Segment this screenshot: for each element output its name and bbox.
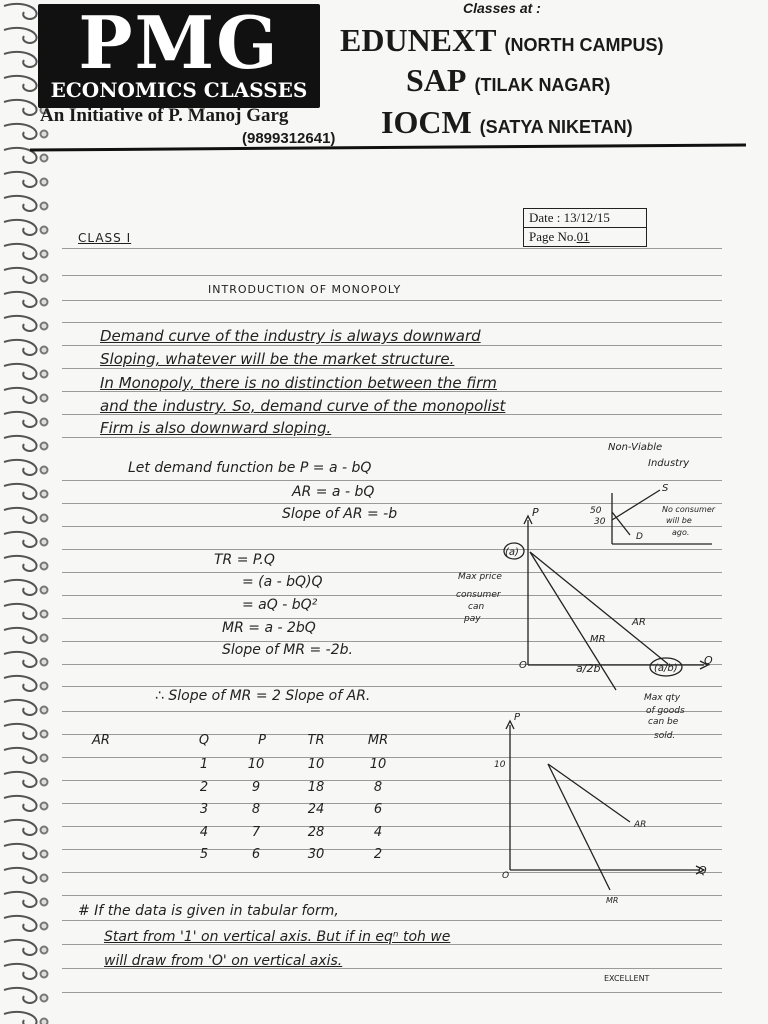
small-graph [612,490,712,544]
table-header-p: P [258,733,266,748]
table-graph-p-label: P [514,712,521,723]
table-cell: 8 [373,780,383,795]
page-label: Page No. [529,229,577,244]
center-location: (TILAK NAGAR) [474,75,611,95]
max-qty-note-3: can be [648,717,679,727]
table-graph-q-label: Q [698,864,707,877]
main-graph-mr-label: MR [590,634,606,645]
small-graph-note-3: ago. [672,528,690,537]
main-graph-ar-label: AR [632,617,646,628]
small-graph-title-line-1: Non-Viable [608,442,663,453]
table-cell: 6 [251,847,261,862]
max-price-note-2: consumer [456,590,501,600]
equation-tr-2: = (a - bQ)Q [242,574,323,590]
table-cell: 4 [373,825,383,840]
table-graph-tick-10: 10 [494,760,506,770]
small-graph-supply-line [612,490,660,520]
equation-demand: Let demand function be P = a - bQ [128,460,372,476]
page-value: 01 [576,229,590,244]
logo-subtitle: ECONOMICS CLASSES [50,78,308,102]
equation-conclusion: ∴ Slope of MR = 2 Slope of AR. [155,688,371,704]
table-cell: 3 [199,802,209,817]
table-cell: 2 [199,780,209,795]
small-graph-title-line-2: Industry [648,458,690,469]
paragraph-line-2: Sloping, whatever will be the market structure. [100,350,455,368]
table-graph-mr-label: MR [606,896,619,905]
max-qty-note-4: sold. [654,731,676,741]
phone-number: (9899312641) [242,130,336,147]
max-qty-note-2: of goods [646,706,685,716]
table-header-mr: MR [367,733,389,748]
table-cell: 1 [199,757,209,772]
small-graph-s-label: S [662,483,669,494]
table-mr-line [548,764,610,890]
main-graph-ab-label: (a/b) [654,663,678,674]
table-cell: 2 [373,847,383,862]
paragraph-line-5: Firm is also downward sloping. [100,419,332,437]
small-graph-tick-50: 50 [590,506,602,516]
equation-tr-1: TR = P.Q [214,552,275,568]
equation-ar: AR = a - bQ [292,484,375,500]
footnote-line-1: # If the data is given in tabular form, [78,903,339,919]
table-cell: 5 [199,847,209,862]
page-title: INTRODUCTION OF MONOPOLY [208,283,402,296]
main-graph-a-label: (a) [505,547,519,558]
center-name: SAP [406,62,467,98]
table-header-tr: TR [307,733,325,748]
table-cell: 7 [251,825,261,840]
table-header-q: Q [198,733,210,748]
date-value: 13/12/15 [563,210,610,225]
table-cell: 8 [251,802,261,817]
table-ar-line [548,764,630,822]
main-graph-q-label: Q [704,654,713,667]
table-cell: 6 [373,802,383,817]
center-location: (NORTH CAMPUS) [504,35,664,55]
table-cell: 30 [307,847,325,862]
footnote-line-3: will draw from 'O' on vertical axis. [104,953,343,969]
paragraph-line-4: and the industry. So, demand curve of the monopolist [100,397,506,415]
table-cell: 10 [247,757,265,772]
table-cell: 24 [307,802,325,817]
table-cell: 18 [307,780,325,795]
center-name: IOCM [381,104,472,140]
table-graph [506,721,704,890]
table-cell: 10 [307,757,325,772]
excellent-label: EXCELLENT [604,974,650,983]
mr-line [530,552,616,690]
equation-mr: MR = a - 2bQ [222,620,316,636]
small-graph-tick-30: 30 [594,517,606,527]
equation-slope-ar: Slope of AR = -b [282,506,398,522]
equation-slope-mr: Slope of MR = -2b. [222,642,353,658]
classes-at-label: Classes at : [463,0,541,16]
table-graph-ar-label: AR [634,820,647,830]
main-graph-p-label: P [532,506,539,519]
logo-text: PMG [78,0,280,85]
small-graph-note-1: No consumer [662,505,716,514]
ar-line [530,552,668,664]
max-price-note-1: Max price [458,572,502,582]
max-qty-note-1: Max qty [644,693,681,703]
tagline: An Initiative of P. Manoj Garg [40,105,289,126]
table-cell: 28 [307,825,325,840]
center-location: (SATYA NIKETAN) [479,117,633,137]
small-graph-d-label: D [636,532,643,542]
class-label: CLASS I [78,231,132,245]
paragraph-line-3: In Monopoly, there is no distinction between the firm [100,374,497,392]
footnote-line-2: Start from '1' on vertical axis. But if in eqⁿ toh we [104,929,451,945]
table-cell: 10 [369,757,387,772]
paragraph-line-1: Demand curve of the industry is always downward [100,327,481,345]
table-cell: 9 [251,780,261,795]
table-row-label: AR [92,733,110,748]
max-price-note-4: pay [464,614,481,624]
date-label: Date : [529,210,561,225]
equation-tr-3: = aQ - bQ² [242,597,318,613]
table-cell: 4 [199,825,209,840]
main-graph-origin: O [519,660,527,671]
small-graph-demand-line [612,512,630,535]
small-graph-note-2: will be [666,516,692,525]
center-name: EDUNEXT [340,22,497,58]
main-graph-a2b-label: a/2b [576,662,601,675]
table-graph-origin: O [502,871,510,881]
max-price-note-3: can [468,602,485,612]
